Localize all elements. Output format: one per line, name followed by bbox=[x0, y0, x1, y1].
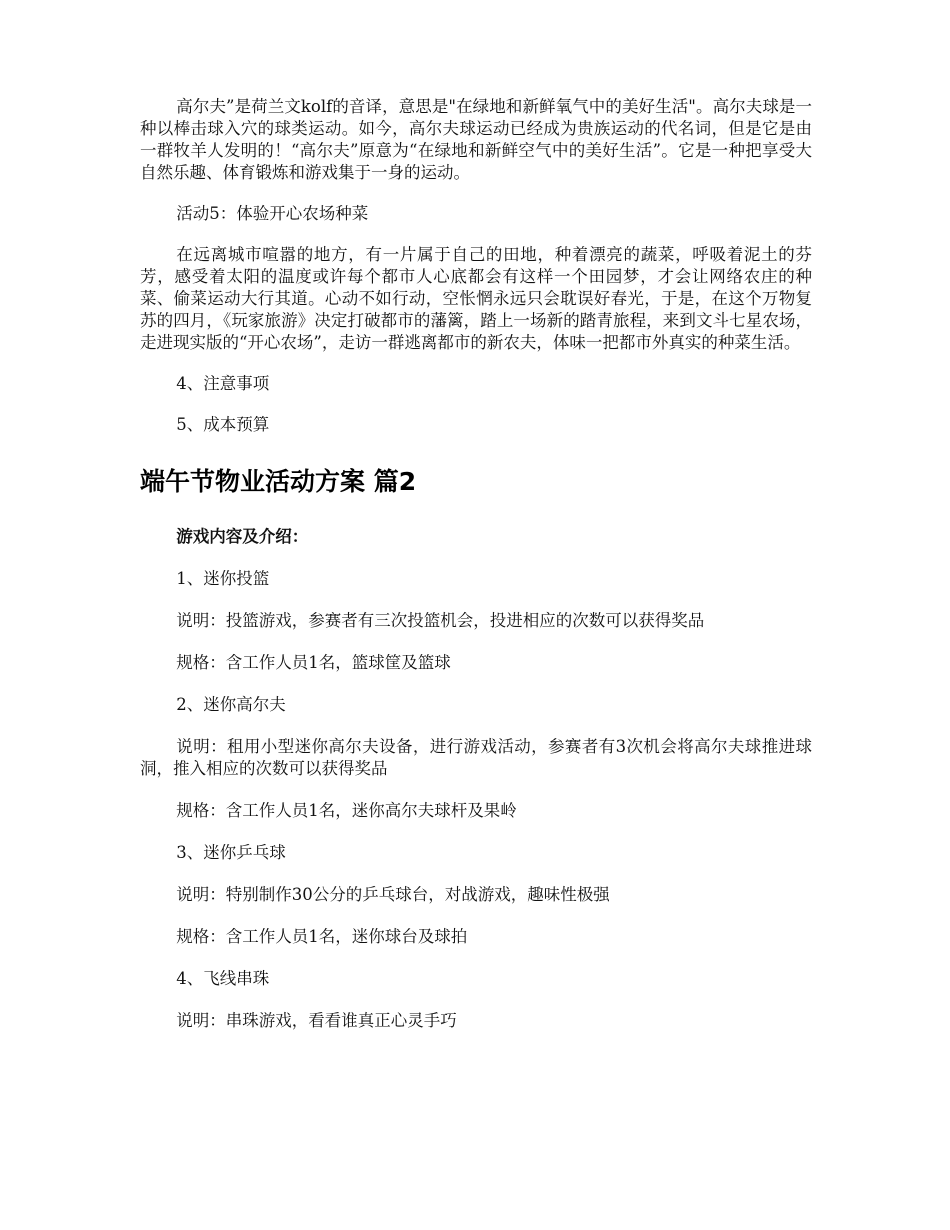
item-2-title: 2、迷你高尔夫 bbox=[176, 695, 286, 714]
golf-intro-paragraph: 高尔夫”是荷兰文kolf的音译，意思是"在绿地和新鲜氧气中的美好生活"。高尔夫球是一种以棒击球入穴的球类运动。如今，高尔夫球运动已经成为贵族运动的代名词，但是它是由一群牧羊人发明的！“高尔夫”原意为“在绿地和新鲜空气中的美好生活”。它是一种把享受大自然乐趣、体育锻炼和游戏集于一身的运动。 bbox=[140, 97, 812, 182]
item-2-spec: 规格：含工作人员1名，迷你高尔夫球杆及果岭 bbox=[176, 801, 517, 820]
notes-heading: 4、注意事项 bbox=[176, 374, 270, 393]
item-3-description: 说明：特别制作30公分的乒乓球台，对战游戏，趣味性极强 bbox=[176, 885, 610, 904]
item-1-description: 说明：投篮游戏，参赛者有三次投篮机会，投进相应的次数可以获得奖品 bbox=[176, 611, 705, 630]
activity-5-heading: 活动5：体验开心农场种菜 bbox=[176, 204, 369, 223]
item-3-spec: 规格：含工作人员1名，迷你球台及球拍 bbox=[176, 927, 468, 946]
item-4-description: 说明：串珠游戏，看看谁真正心灵手巧 bbox=[176, 1011, 457, 1030]
item-1-title: 1、迷你投篮 bbox=[176, 569, 270, 588]
item-4-title: 4、飞线串珠 bbox=[176, 969, 270, 988]
budget-heading: 5、成本预算 bbox=[176, 415, 270, 434]
item-1-spec: 规格：含工作人员1名，篮球筐及篮球 bbox=[176, 653, 451, 672]
item-2-description: 说明：租用小型迷你高尔夫设备，进行游戏活动，参赛者有3次机会将高尔夫球推进球洞，推入相应的次数可以获得奖品 bbox=[140, 737, 812, 778]
section-title: 端午节物业活动方案 篇2 bbox=[140, 467, 417, 496]
game-intro-subheading: 游戏内容及介绍： bbox=[176, 527, 309, 546]
document-body bbox=[140, 96, 812, 1032]
farm-paragraph: 在远离城市喧嚣的地方，有一片属于自己的田地，种着漂亮的蔬菜，呼吸着泥土的芬芳，感受着太阳的温度或许每个都市人心底都会有这样一个田园梦，才会让网络农庄的种菜、偷菜运动大行其道。心动不如行动，空怅惘永远只会耽误好春光，于是，在这个万物复苏的四月，《玩家旅游》决定打破都市的藩篱，踏上一场新的踏青旅程，来到文斗七星农场，走进现实版的“开心农场”，走访一群逃离都市的新农夫，体味一把都市外真实的种菜生活。 bbox=[140, 245, 812, 352]
item-3-title: 3、迷你乒乓球 bbox=[176, 843, 286, 862]
